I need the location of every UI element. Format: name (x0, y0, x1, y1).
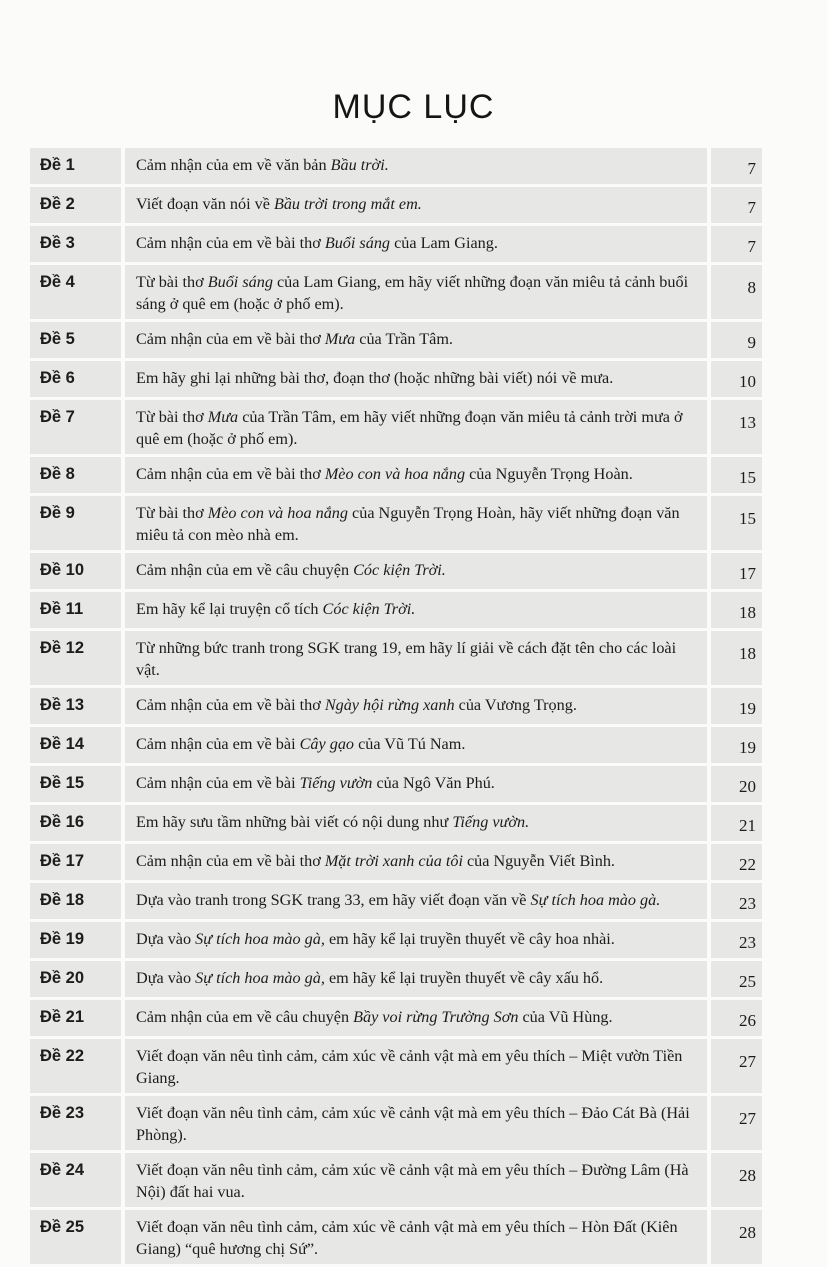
work-title-italic: Tiếng vườn (299, 774, 373, 792)
exercise-title (125, 1039, 711, 1093)
toc-row[interactable] (30, 361, 762, 397)
exercise-number: Đề 17 (30, 844, 125, 880)
title-text: của Nguyễn Viết Bình. (462, 852, 615, 870)
exercise-title (125, 1210, 711, 1264)
title-text: Từ bài thơ (136, 273, 208, 291)
page-number: 23 (711, 883, 762, 919)
page-number: 7 (711, 148, 762, 184)
page-number: 10 (711, 361, 762, 397)
exercise-title (125, 1096, 711, 1150)
exercise-number: Đề 3 (30, 226, 125, 262)
exercise-number: Đề 18 (30, 883, 125, 919)
page-number: 7 (711, 187, 762, 223)
title-text: Dựa vào (136, 930, 196, 948)
exercise-title (125, 688, 711, 724)
title-text: em hãy kể lại truyền thuyết về cây hoa nhài. (324, 930, 615, 948)
exercise-number: Đề 14 (30, 727, 125, 763)
exercise-number: Đề 6 (30, 361, 125, 397)
page-number: 15 (711, 496, 762, 550)
title-text: Cảm nhận của em về bài thơ (136, 696, 325, 714)
exercise-number: Đề 25 (30, 1210, 125, 1264)
title-text: Cảm nhận của em về bài (136, 774, 300, 792)
work-title-italic: Cóc kiện Trời. (353, 561, 446, 579)
work-title-italic: Mèo con và hoa nắng (207, 504, 348, 522)
exercise-title (125, 961, 711, 997)
page-number: 23 (711, 922, 762, 958)
page-number: 15 (711, 457, 762, 493)
exercise-title (125, 553, 711, 589)
page-number: 26 (711, 1000, 762, 1036)
toc-row[interactable] (30, 883, 762, 919)
work-title-italic: Sự tích hoa mào gà, (195, 930, 325, 948)
exercise-number: Đề 16 (30, 805, 125, 841)
toc-row[interactable] (30, 1000, 762, 1036)
page-number: 27 (711, 1096, 762, 1150)
title-text: của Trần Tâm, em hãy viết những đoạn văn miêu tả cảnh trời mưa ở quê em (hoặc ở phố em). (136, 408, 683, 448)
title-text: của Vương Trọng. (454, 696, 577, 714)
page-number: 27 (711, 1039, 762, 1093)
exercise-title (125, 883, 711, 919)
page-number: 20 (711, 766, 762, 802)
work-title-italic: Bầu trời. (330, 156, 389, 174)
toc-row[interactable] (30, 400, 762, 454)
toc-row[interactable] (30, 766, 762, 802)
exercise-title (125, 361, 711, 397)
toc-row[interactable] (30, 961, 762, 997)
exercise-number: Đề 19 (30, 922, 125, 958)
work-title-italic: Tiếng vườn. (452, 813, 530, 831)
title-text: Cảm nhận của em về văn bản (136, 156, 331, 174)
exercise-number: Đề 24 (30, 1153, 125, 1207)
exercise-title (125, 1153, 711, 1207)
toc-row[interactable] (30, 553, 762, 589)
work-title-italic: Bầy voi rừng Trường Sơn (353, 1008, 519, 1026)
title-text: Cảm nhận của em về bài thơ (136, 234, 325, 252)
title-text: Viết đoạn văn nêu tình cảm, cảm xúc về cảnh vật mà em yêu thích – Miệt vườn Tiền Giang. (136, 1047, 683, 1087)
exercise-title (125, 148, 711, 184)
toc-row[interactable] (30, 457, 762, 493)
title-text: của Nguyễn Trọng Hoàn. (465, 465, 633, 483)
title-text: Viết đoạn văn nêu tình cảm, cảm xúc về cảnh vật mà em yêu thích – Đường Lâm (Hà Nội) đất hai vua. (136, 1161, 689, 1201)
toc-row[interactable] (30, 922, 762, 958)
title-text: Em hãy sưu tầm những bài viết có nội dung như (136, 813, 453, 831)
exercise-title (125, 226, 711, 262)
exercise-title (125, 631, 711, 685)
title-text: Cảm nhận của em về bài thơ (136, 465, 325, 483)
work-title-italic: Sự tích hoa mào gà. (530, 891, 661, 909)
toc-row[interactable] (30, 1153, 762, 1207)
exercise-title (125, 322, 711, 358)
exercise-number: Đề 10 (30, 553, 125, 589)
toc-body (30, 148, 762, 1264)
toc-row[interactable] (30, 592, 762, 628)
page-number: 13 (711, 400, 762, 454)
title-text: Từ bài thơ (136, 504, 208, 522)
title-text: của Lam Giang, em hãy viết những đoạn văn miêu tả cảnh buổi sáng ở quê em (hoặc ở phố em). (136, 273, 689, 313)
exercise-number: Đề 13 (30, 688, 125, 724)
title-text: Viết đoạn văn nêu tình cảm, cảm xúc về cảnh vật mà em yêu thích – Đảo Cát Bà (Hải Phòng). (136, 1104, 690, 1144)
title-text: của Trần Tâm. (355, 330, 453, 348)
title-text: Em hãy kể lại truyện cổ tích (136, 600, 323, 618)
title-text: Viết đoạn văn nêu tình cảm, cảm xúc về cảnh vật mà em yêu thích – Hòn Đất (Kiên Giang) “quê hương chị Sứ”. (136, 1218, 678, 1258)
title-text: Từ những bức tranh trong SGK trang 19, em hãy lí giải về cách đặt tên cho các loài vật. (136, 639, 677, 679)
toc-row[interactable] (30, 187, 762, 223)
page-number: 18 (711, 631, 762, 685)
exercise-number: Đề 5 (30, 322, 125, 358)
exercise-number: Đề 4 (30, 265, 125, 319)
work-title-italic: Sự tích hoa mào gà, (195, 969, 325, 987)
exercise-number: Đề 8 (30, 457, 125, 493)
exercise-number: Đề 11 (30, 592, 125, 628)
title-text: Cảm nhận của em về bài (136, 735, 300, 753)
page-number: 18 (711, 592, 762, 628)
title-text: của Lam Giang. (390, 234, 498, 252)
exercise-title (125, 592, 711, 628)
page-number: 25 (711, 961, 762, 997)
work-title-italic: Ngày hội rừng xanh (324, 696, 455, 714)
exercise-title (125, 1000, 711, 1036)
title-text: Em hãy ghi lại những bài thơ, đoạn thơ (hoặc những bài viết) nói về mưa. (136, 369, 614, 387)
title-text: em hãy kể lại truyền thuyết về cây xấu hổ. (324, 969, 604, 987)
toc-row[interactable] (30, 265, 762, 319)
exercise-number: Đề 1 (30, 148, 125, 184)
work-title-italic: Buổi sáng (324, 234, 391, 252)
title-text: Cảm nhận của em về câu chuyện (136, 1008, 354, 1026)
exercise-title (125, 496, 711, 550)
toc-row[interactable] (30, 1039, 762, 1093)
title-text: Cảm nhận của em về bài thơ (136, 330, 325, 348)
table-of-contents (30, 145, 762, 1267)
work-title-italic: Cây gạo (299, 735, 355, 753)
toc-row[interactable] (30, 148, 762, 184)
toc-row[interactable] (30, 226, 762, 262)
exercise-title (125, 922, 711, 958)
work-title-italic: Cóc kiện Trời. (322, 600, 416, 618)
toc-row[interactable] (30, 1096, 762, 1150)
toc-row[interactable] (30, 1210, 762, 1264)
exercise-number: Đề 23 (30, 1096, 125, 1150)
page-number: 28 (711, 1153, 762, 1207)
exercise-number: Đề 2 (30, 187, 125, 223)
title-text: của Vũ Tú Nam. (354, 735, 466, 753)
exercise-number: Đề 9 (30, 496, 125, 550)
page-number: 17 (711, 553, 762, 589)
toc-row[interactable] (30, 844, 762, 880)
title-text: Cảm nhận của em về bài thơ (136, 852, 325, 870)
work-title-italic: Mặt trời xanh của tôi (324, 852, 463, 870)
page-number: 19 (711, 727, 762, 763)
toc-row[interactable] (30, 631, 762, 685)
page-number: 28 (711, 1210, 762, 1264)
work-title-italic: Bầu trời trong mắt em. (273, 195, 422, 213)
page-title: MỤC LỤC (332, 88, 495, 126)
title-text: của Ngô Văn Phú. (372, 774, 495, 792)
toc-row[interactable] (30, 805, 762, 841)
page-number: 7 (711, 226, 762, 262)
exercise-title (125, 844, 711, 880)
toc-row[interactable] (30, 496, 762, 550)
work-title-italic: Buổi sáng (207, 273, 273, 291)
toc-row[interactable] (30, 727, 762, 763)
exercise-number: Đề 15 (30, 766, 125, 802)
title-text: của Vũ Hùng. (518, 1008, 613, 1026)
title-text: Từ bài thơ (136, 408, 208, 426)
page-number: 8 (711, 265, 762, 319)
exercise-title (125, 805, 711, 841)
exercise-number: Đề 20 (30, 961, 125, 997)
title-text: Dựa vào tranh trong SGK trang 33, em hãy viết đoạn văn về (136, 891, 531, 909)
title-text: Cảm nhận của em về câu chuyện (136, 561, 354, 579)
toc-row[interactable] (30, 322, 762, 358)
page-number: 22 (711, 844, 762, 880)
title-text: của Nguyễn Trọng Hoàn, hãy viết những đoạn văn miêu tả con mèo nhà em. (136, 504, 680, 544)
exercise-title (125, 265, 711, 319)
exercise-title (125, 187, 711, 223)
exercise-number: Đề 12 (30, 631, 125, 685)
work-title-italic: Mưa (324, 330, 356, 348)
page-number: 21 (711, 805, 762, 841)
page-number: 9 (711, 322, 762, 358)
exercise-title (125, 766, 711, 802)
toc-row[interactable] (30, 688, 762, 724)
exercise-title (125, 457, 711, 493)
title-text: Viết đoạn văn nói về (136, 195, 274, 213)
work-title-italic: Mèo con và hoa nắng (324, 465, 466, 483)
exercise-title (125, 727, 711, 763)
title-text: Dựa vào (136, 969, 196, 987)
exercise-number: Đề 21 (30, 1000, 125, 1036)
exercise-number: Đề 7 (30, 400, 125, 454)
exercise-title (125, 400, 711, 454)
work-title-italic: Mưa (207, 408, 239, 426)
exercise-number: Đề 22 (30, 1039, 125, 1093)
page-number: 19 (711, 688, 762, 724)
